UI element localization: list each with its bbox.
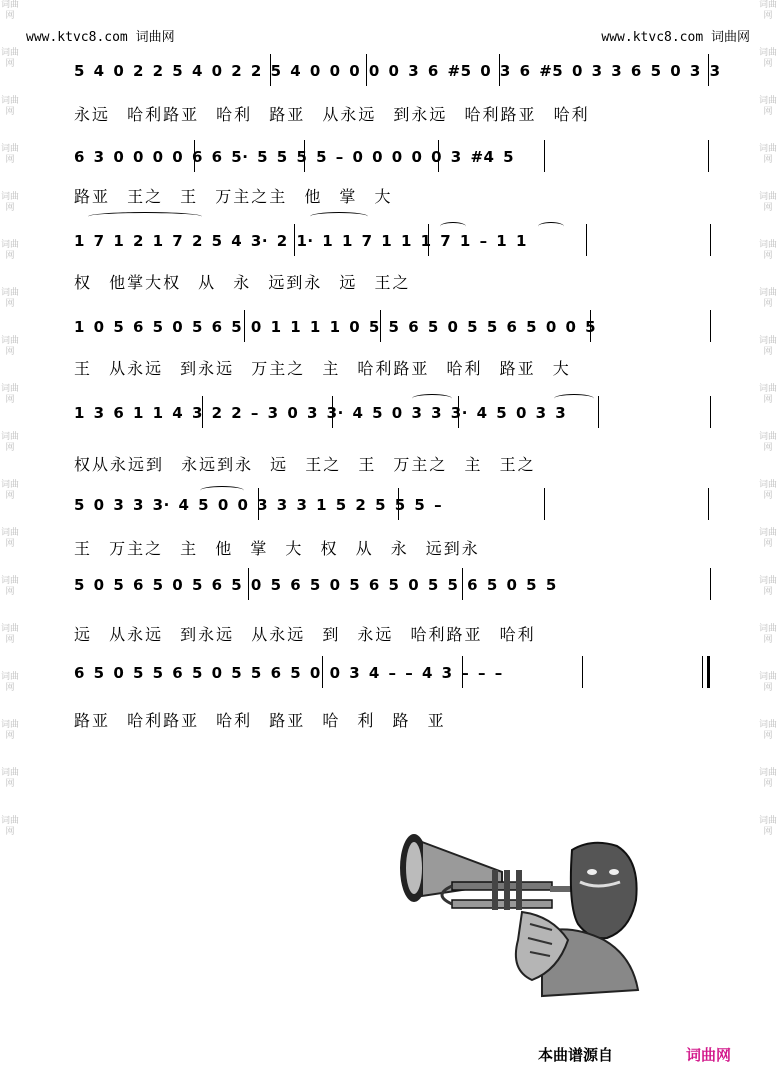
notation-row — [74, 220, 714, 260]
bar-line — [710, 224, 711, 256]
bar-line — [582, 656, 583, 688]
bar-line — [270, 54, 271, 86]
watermark-text: 词曲网 — [758, 480, 777, 501]
bar-line — [708, 488, 709, 520]
bar-line — [590, 310, 591, 342]
bar-line — [194, 140, 195, 172]
slur-mark — [538, 222, 564, 231]
bar-line — [462, 656, 463, 688]
source-brand[interactable]: 词曲网 — [686, 1046, 732, 1064]
bar-line — [598, 396, 599, 428]
trumpet-player-illustration — [392, 820, 654, 1002]
watermark-text: 词曲网 — [758, 624, 777, 645]
bar-line — [708, 54, 709, 86]
watermark-text: 词曲网 — [0, 432, 19, 453]
notation-row — [74, 652, 718, 692]
lyric-line: 权 他掌大权 从 永 远到永 远 王之 — [74, 273, 411, 292]
watermark-text: 词曲网 — [0, 720, 19, 741]
watermark-text: 词曲网 — [758, 576, 777, 597]
lyric-line: 远 从永远 到永远 从永远 到 永远 哈利路亚 哈利 — [74, 625, 536, 644]
watermark-text: 词曲网 — [0, 624, 19, 645]
watermark-text: 词曲网 — [0, 768, 19, 789]
trumpet-bell — [400, 834, 502, 902]
watermark-text: 词曲网 — [758, 528, 777, 549]
slur-mark — [412, 394, 452, 403]
watermark-text: 词曲网 — [0, 480, 19, 501]
watermark-text: 词曲网 — [758, 240, 777, 261]
slur-mark — [554, 394, 594, 403]
watermark-text: 词曲网 — [758, 336, 777, 357]
notation-row — [74, 306, 714, 346]
watermark-text: 词曲网 — [0, 48, 19, 69]
bar-line — [458, 396, 459, 428]
watermark-text: 词曲网 — [0, 144, 19, 165]
site-brand: 词曲网 — [710, 30, 750, 45]
watermark-text: 词曲网 — [0, 336, 19, 357]
watermark-text: 词曲网 — [0, 0, 19, 21]
watermark-text: 词曲网 — [758, 48, 777, 69]
watermark-text: 词曲网 — [758, 384, 777, 405]
notation-line: 6 3 0 0 0 0 6 6 5· 5 5 5 5 – 0 0 0 0 0 3 #4 5 — [74, 148, 515, 166]
notation-line: 5 0 5 6 5 0 5 6 5 0 5 6 5 0 5 6 5 0 5 5 6 5 0 5 5 — [74, 576, 557, 594]
watermark-text: 词曲网 — [758, 432, 777, 453]
watermark-text: 词曲网 — [0, 528, 19, 549]
notation-line: 1 3 6 1 1 4 3 2 2 – 3 0 3 3· 4 5 0 3 3 3· 4 5 0 3 3 — [74, 404, 567, 422]
bar-line — [586, 224, 587, 256]
bar-line — [710, 568, 711, 600]
notation-line: 1 7 1 2 1 7 2 5 4 3· 2 1· 1 1 7 1 1 1 7 1 – 1 1 — [74, 232, 527, 250]
watermark-text: 词曲网 — [0, 288, 19, 309]
right-watermark-strip — [758, 0, 778, 1090]
source-label: 本曲谱源自 — [538, 1046, 614, 1064]
bar-line — [304, 140, 305, 172]
watermark-text: 词曲网 — [758, 192, 777, 213]
final-bar-thick — [707, 656, 710, 688]
bar-line — [544, 140, 545, 172]
notation-line: 5 4 0 2 2 5 4 0 2 2 5 4 0 0 0 0 0 3 6 #5 0 3 6 #5 0 3 3 6 5 0 3 3 — [74, 62, 721, 80]
watermark-text: 词曲网 — [0, 96, 19, 117]
bar-line — [366, 54, 367, 86]
notation-row — [74, 50, 721, 90]
musician-figure — [516, 843, 638, 996]
watermark-text: 词曲网 — [0, 672, 19, 693]
watermark-text: 词曲网 — [758, 672, 777, 693]
watermark-text: 词曲网 — [758, 96, 777, 117]
lyric-line: 王 从永远 到永远 万主之 主 哈利路亚 哈利 路亚 大 — [74, 359, 571, 378]
left-watermark-strip — [0, 0, 20, 1090]
slur-mark — [200, 486, 244, 495]
slur-mark — [88, 212, 202, 221]
bar-line — [462, 568, 463, 600]
bar-line — [499, 54, 500, 86]
notation-line: 1 0 5 6 5 0 5 6 5 0 1 1 1 1 0 5 5 6 5 0 5 5 6 5 0 0 5 — [74, 318, 597, 336]
watermark-text: 词曲网 — [0, 192, 19, 213]
slur-mark — [440, 222, 466, 231]
watermark-text: 词曲网 — [0, 576, 19, 597]
final-bar-thin — [702, 656, 703, 688]
header-left — [26, 26, 175, 45]
notation-row — [74, 392, 714, 432]
notation-row — [74, 564, 714, 604]
site-url[interactable]: www.ktvc8.com — [601, 30, 704, 45]
watermark-text: 词曲网 — [758, 144, 777, 165]
bar-line — [710, 310, 711, 342]
watermark-text: 词曲网 — [758, 720, 777, 741]
bar-line — [708, 140, 709, 172]
lyric-line: 权从永远到 永远到永 远 王之 王 万主之 主 王之 — [74, 455, 536, 474]
bar-line — [294, 224, 295, 256]
site-brand: 词曲网 — [135, 30, 175, 45]
watermark-text: 词曲网 — [758, 816, 777, 837]
bar-line — [332, 396, 333, 428]
bar-line — [248, 568, 249, 600]
watermark-text: 词曲网 — [758, 768, 777, 789]
bar-line — [438, 140, 439, 172]
notation-row — [74, 136, 714, 176]
notation-line: 5 0 3 3 3· 4 5 0 0 3 3 3 1 5 2 5 5 5 – — [74, 496, 443, 514]
bar-line — [202, 396, 203, 428]
header-right — [601, 26, 750, 45]
slur-mark — [310, 212, 368, 221]
notation-row — [74, 484, 714, 524]
watermark-text: 词曲网 — [0, 240, 19, 261]
bar-line — [322, 656, 323, 688]
bar-line — [398, 488, 399, 520]
bar-line — [244, 310, 245, 342]
site-url[interactable]: www.ktvc8.com — [26, 30, 128, 45]
watermark-text: 词曲网 — [0, 384, 19, 405]
lyric-line: 王 万主之 主 他 掌 大 权 从 永 远到永 — [74, 539, 480, 558]
bar-line — [710, 396, 711, 428]
bar-line — [544, 488, 545, 520]
watermark-text: 词曲网 — [758, 288, 777, 309]
bar-line — [380, 310, 381, 342]
bar-line — [258, 488, 259, 520]
lyric-line: 路亚 哈利路亚 哈利 路亚 哈 利 路 亚 — [74, 711, 446, 730]
watermark-text: 词曲网 — [0, 816, 19, 837]
lyric-line: 永远 哈利路亚 哈利 路亚 从永远 到永远 哈利路亚 哈利 — [74, 105, 590, 124]
notation-line: 6 5 0 5 5 6 5 0 5 5 6 5 0 0 3 4 – – 4 3 – – – — [74, 664, 503, 682]
watermark-text: 词曲网 — [758, 0, 777, 21]
bar-line — [428, 224, 429, 256]
lyric-line: 路亚 王之 王 万主之主 他 掌 大 — [74, 187, 393, 206]
